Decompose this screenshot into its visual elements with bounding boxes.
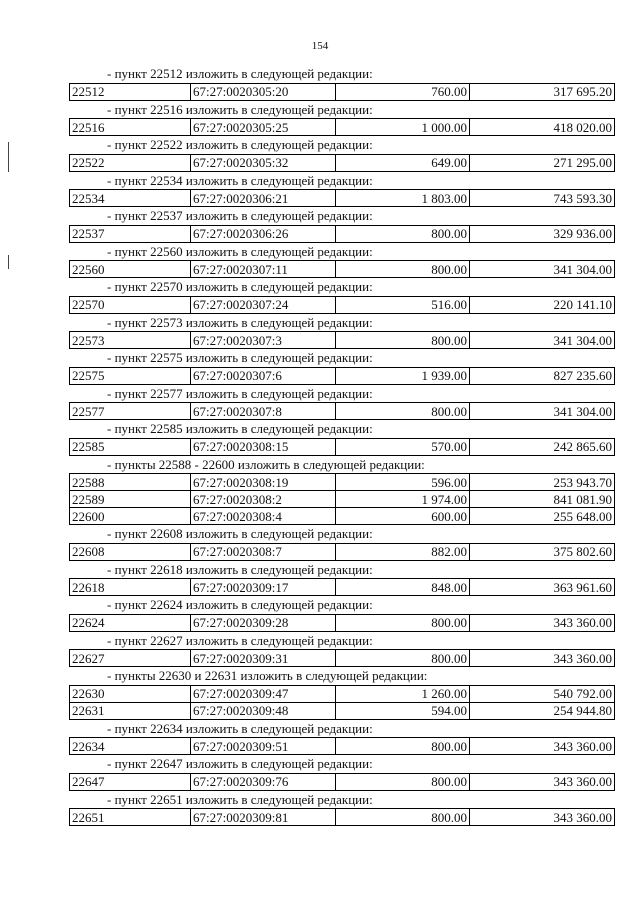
amendment-section <box>69 755 615 791</box>
amendment-section <box>69 349 615 385</box>
table-row <box>70 438 615 455</box>
cadastral-number-cell: 67:27:0020305:25 <box>191 119 336 136</box>
amendment-section <box>69 385 615 421</box>
item-number-cell: 22534 <box>70 190 191 207</box>
amendment-instruction: - пункт 22608 изложить в следующей редакции: <box>107 526 373 541</box>
table-row <box>70 543 615 560</box>
entry-table <box>69 331 615 349</box>
cadastral-number-cell: 67:27:0020308:4 <box>191 508 336 525</box>
amendment-instruction: - пункт 22634 изложить в следующей редакции: <box>107 720 373 736</box>
cost-cell: 343 360.00 <box>470 773 615 790</box>
entry-table <box>69 83 615 101</box>
entry-table <box>69 438 615 456</box>
area-cell: 848.00 <box>336 579 470 596</box>
table-row <box>70 83 615 100</box>
table-row <box>70 332 615 349</box>
cadastral-number-cell: 67:27:0020308:7 <box>191 543 336 560</box>
amendment-instruction: - пункт 22585 изложить в следующей редакции: <box>107 421 373 436</box>
item-number-cell: 22651 <box>70 809 191 826</box>
amendment-instruction: - пункт 22577 изложить в следующей редакции: <box>107 385 373 401</box>
area-cell: 1 974.00 <box>336 491 470 508</box>
cost-cell: 254 944.80 <box>470 702 615 719</box>
cost-cell: 255 648.00 <box>470 508 615 525</box>
amendment-section <box>69 136 615 172</box>
amendment-section <box>69 596 615 632</box>
cost-cell: 341 304.00 <box>470 403 615 420</box>
area-cell: 800.00 <box>336 261 470 278</box>
amendment-instruction: - пункт 22573 изложить в следующей редакции: <box>107 314 373 330</box>
cadastral-number-cell: 67:27:0020308:15 <box>191 438 336 455</box>
cadastral-number-cell: 67:27:0020306:21 <box>191 190 336 207</box>
entry-table <box>69 737 615 755</box>
entry-table <box>69 189 615 207</box>
area-cell: 800.00 <box>336 738 470 755</box>
area-cell: 800.00 <box>336 403 470 420</box>
amendment-instruction: - пункт 22512 изложить в следующей редакции: <box>107 66 373 81</box>
amendment-instruction: - пункт 22647 изложить в следующей редакции: <box>107 756 373 771</box>
cadastral-number-cell: 67:27:0020309:81 <box>191 809 336 826</box>
item-number-cell: 22585 <box>70 438 191 455</box>
cadastral-number-cell: 67:27:0020309:47 <box>191 685 336 702</box>
table-row <box>70 367 615 384</box>
cost-cell: 418 020.00 <box>470 119 615 136</box>
entry-table <box>69 260 615 278</box>
table-row <box>70 685 615 702</box>
item-number-cell: 22588 <box>70 474 191 491</box>
area-cell: 649.00 <box>336 154 470 171</box>
item-number-cell: 22624 <box>70 614 191 631</box>
area-cell: 1 939.00 <box>336 367 470 384</box>
item-number-cell: 22618 <box>70 579 191 596</box>
area-cell: 882.00 <box>336 543 470 560</box>
cadastral-number-cell: 67:27:0020307:3 <box>191 332 336 349</box>
cost-cell: 343 360.00 <box>470 614 615 631</box>
table-row <box>70 403 615 420</box>
table-row <box>70 738 615 755</box>
entry-table <box>69 225 615 243</box>
cost-cell: 317 695.20 <box>470 83 615 100</box>
item-number-cell: 22627 <box>70 650 191 667</box>
table-row <box>70 491 615 508</box>
amendment-section <box>69 101 615 137</box>
entry-table <box>69 402 615 420</box>
cost-cell: 841 081.90 <box>470 491 615 508</box>
item-number-cell: 22631 <box>70 702 191 719</box>
item-number-cell: 22575 <box>70 367 191 384</box>
cadastral-number-cell: 67:27:0020309:28 <box>191 614 336 631</box>
amendment-instruction: - пункт 22560 изложить в следующей редакции: <box>107 243 373 259</box>
cost-cell: 743 593.30 <box>470 190 615 207</box>
table-row <box>70 809 615 826</box>
entry-table <box>69 543 615 561</box>
cadastral-number-cell: 67:27:0020309:31 <box>191 650 336 667</box>
amendment-section <box>69 420 615 456</box>
cost-cell: 343 360.00 <box>470 809 615 826</box>
area-cell: 800.00 <box>336 650 470 667</box>
item-number-cell: 22512 <box>70 83 191 100</box>
scan-margin-mark <box>8 255 9 269</box>
area-cell: 1 000.00 <box>336 119 470 136</box>
area-cell: 800.00 <box>336 225 470 242</box>
amendment-section <box>69 172 615 208</box>
area-cell: 600.00 <box>336 508 470 525</box>
entry-table <box>69 649 615 667</box>
amendment-instruction: - пункт 22537 изложить в следующей редакции: <box>107 208 373 223</box>
area-cell: 1 803.00 <box>336 190 470 207</box>
item-number-cell: 22516 <box>70 119 191 136</box>
cost-cell: 329 936.00 <box>470 225 615 242</box>
area-cell: 594.00 <box>336 702 470 719</box>
table-row <box>70 296 615 313</box>
entry-table <box>69 296 615 314</box>
area-cell: 516.00 <box>336 296 470 313</box>
amendment-section <box>69 207 615 243</box>
amendment-instruction: - пункт 22534 изложить в следующей редакции: <box>107 172 373 188</box>
item-number-cell: 22647 <box>70 773 191 790</box>
area-cell: 800.00 <box>336 614 470 631</box>
entry-table <box>69 685 615 720</box>
amendment-section <box>69 278 615 314</box>
amendment-instruction: - пункт 22575 изложить в следующей редакции: <box>107 350 373 365</box>
cost-cell: 375 802.60 <box>470 543 615 560</box>
amendment-section <box>69 314 615 350</box>
item-number-cell: 22600 <box>70 508 191 525</box>
amendment-section <box>69 667 615 720</box>
area-cell: 1 260.00 <box>336 685 470 702</box>
cost-cell: 363 961.60 <box>470 579 615 596</box>
entry-table <box>69 808 615 826</box>
cadastral-number-cell: 67:27:0020309:51 <box>191 738 336 755</box>
table-row <box>70 614 615 631</box>
amendment-section <box>69 632 615 668</box>
item-number-cell: 22560 <box>70 261 191 278</box>
area-cell: 596.00 <box>336 474 470 491</box>
amendment-section <box>69 65 615 101</box>
amendment-section <box>69 525 615 561</box>
table-row <box>70 154 615 171</box>
table-row <box>70 190 615 207</box>
entry-table <box>69 773 615 791</box>
amendment-section <box>69 561 615 597</box>
entry-table <box>69 578 615 596</box>
entry-table <box>69 473 615 525</box>
cost-cell: 343 360.00 <box>470 738 615 755</box>
cadastral-number-cell: 67:27:0020309:17 <box>191 579 336 596</box>
cadastral-number-cell: 67:27:0020307:8 <box>191 403 336 420</box>
area-cell: 800.00 <box>336 773 470 790</box>
item-number-cell: 22634 <box>70 738 191 755</box>
cadastral-number-cell: 67:27:0020307:11 <box>191 261 336 278</box>
item-number-cell: 22570 <box>70 296 191 313</box>
cost-cell: 341 304.00 <box>470 332 615 349</box>
item-number-cell: 22573 <box>70 332 191 349</box>
item-number-cell: 22630 <box>70 685 191 702</box>
item-number-cell: 22537 <box>70 225 191 242</box>
entry-table <box>69 154 615 172</box>
amendment-instruction: - пункты 22588 - 22600 изложить в следующей редакции: <box>107 456 425 472</box>
item-number-cell: 22577 <box>70 403 191 420</box>
table-row <box>70 225 615 242</box>
amendment-section <box>69 456 615 526</box>
area-cell: 760.00 <box>336 83 470 100</box>
item-number-cell: 22608 <box>70 543 191 560</box>
table-row <box>70 508 615 525</box>
cadastral-number-cell: 67:27:0020306:26 <box>191 225 336 242</box>
table-row <box>70 773 615 790</box>
amendment-instruction: - пункт 22618 изложить в следующей редакции: <box>107 561 373 577</box>
amendment-instruction: - пункт 22516 изложить в следующей редакции: <box>107 101 373 117</box>
entry-table <box>69 367 615 385</box>
cost-cell: 343 360.00 <box>470 650 615 667</box>
cadastral-number-cell: 67:27:0020308:2 <box>191 491 336 508</box>
area-cell: 800.00 <box>336 332 470 349</box>
cadastral-number-cell: 67:27:0020309:48 <box>191 702 336 719</box>
scan-margin-mark <box>8 142 9 172</box>
amendment-instruction: - пункт 22624 изложить в следующей редакции: <box>107 597 373 612</box>
amendment-instruction: - пункт 22651 изложить в следующей редакции: <box>107 791 373 807</box>
cost-cell: 827 235.60 <box>470 367 615 384</box>
amendment-section <box>69 791 615 827</box>
area-cell: 800.00 <box>336 809 470 826</box>
amendment-instruction: - пункт 22627 изложить в следующей редакции: <box>107 632 373 648</box>
cadastral-number-cell: 67:27:0020305:32 <box>191 154 336 171</box>
cost-cell: 253 943.70 <box>470 474 615 491</box>
entry-table <box>69 118 615 136</box>
amendment-instruction: - пункты 22630 и 22631 изложить в следующей редакции: <box>107 668 428 683</box>
item-number-cell: 22522 <box>70 154 191 171</box>
cadastral-number-cell: 67:27:0020309:76 <box>191 773 336 790</box>
cadastral-number-cell: 67:27:0020307:6 <box>191 367 336 384</box>
cadastral-number-cell: 67:27:0020305:20 <box>191 83 336 100</box>
cost-cell: 540 792.00 <box>470 685 615 702</box>
page-number: 154 <box>311 40 329 52</box>
cost-cell: 242 865.60 <box>470 438 615 455</box>
amendment-instruction: - пункт 22570 изложить в следующей редакции: <box>107 279 373 294</box>
amendment-instruction: - пункт 22522 изложить в следующей редакции: <box>107 137 373 152</box>
amendment-section <box>69 720 615 756</box>
table-row <box>70 119 615 136</box>
cost-cell: 341 304.00 <box>470 261 615 278</box>
cost-cell: 220 141.10 <box>470 296 615 313</box>
cadastral-number-cell: 67:27:0020307:24 <box>191 296 336 313</box>
cadastral-number-cell: 67:27:0020308:19 <box>191 474 336 491</box>
item-number-cell: 22589 <box>70 491 191 508</box>
table-row <box>70 474 615 491</box>
amendment-section <box>69 243 615 279</box>
entry-table <box>69 614 615 632</box>
amendment-list <box>69 65 615 826</box>
table-row <box>70 650 615 667</box>
area-cell: 570.00 <box>336 438 470 455</box>
table-row <box>70 702 615 719</box>
table-row <box>70 261 615 278</box>
cost-cell: 271 295.00 <box>470 154 615 171</box>
table-row <box>70 579 615 596</box>
